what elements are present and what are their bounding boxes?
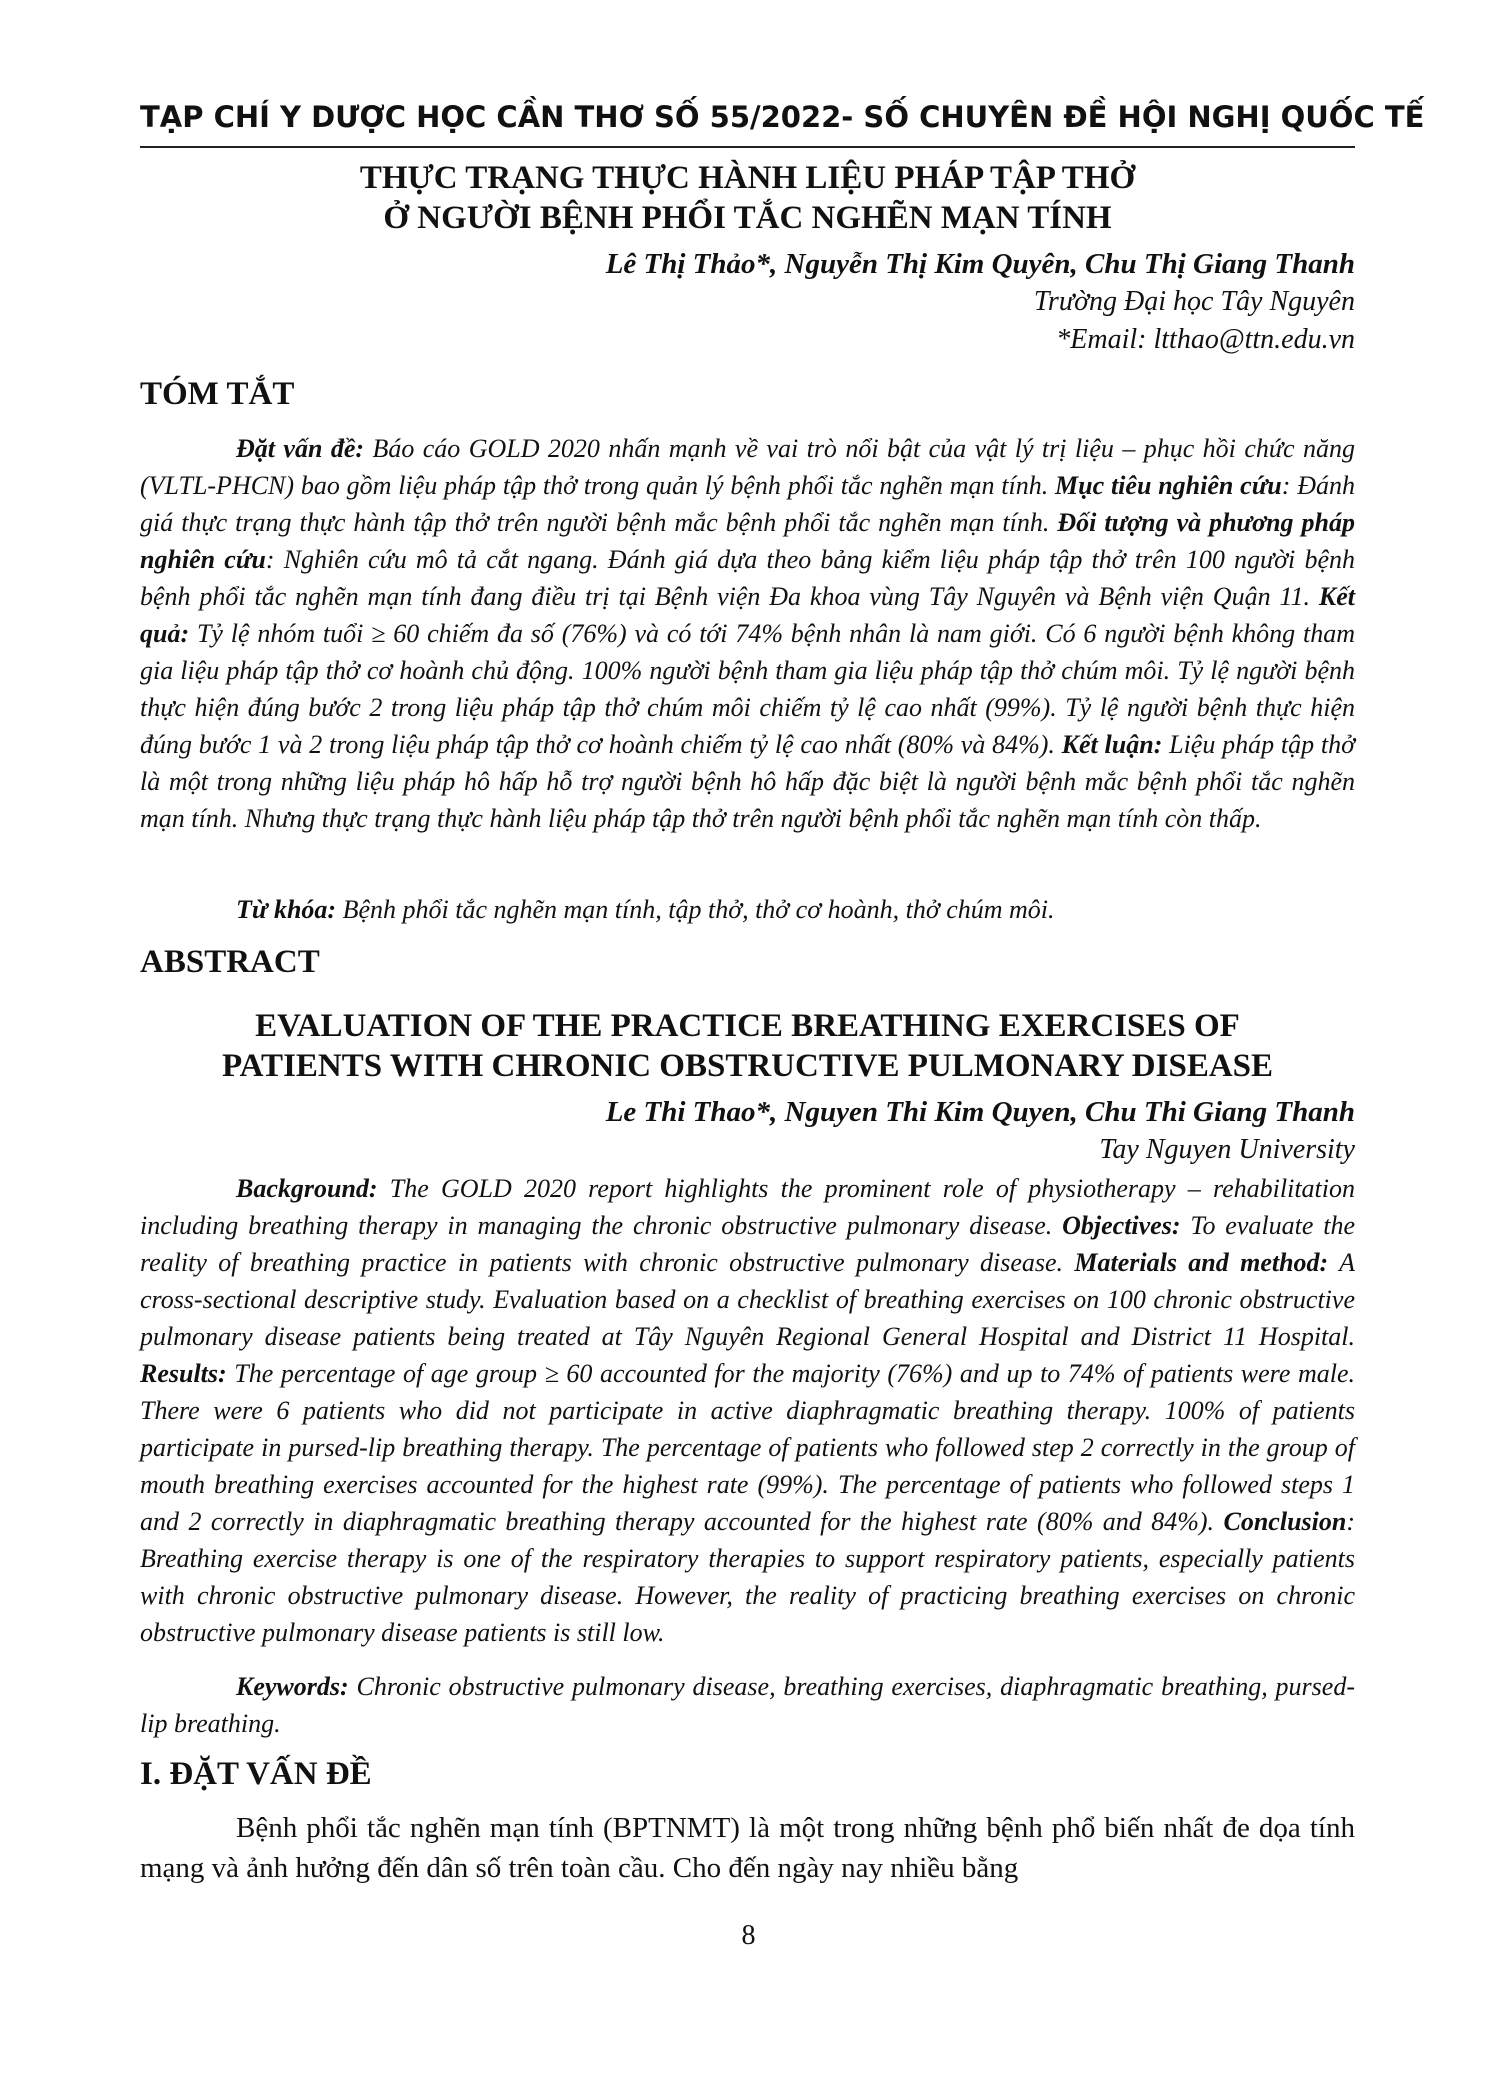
vi-abstract-heading: TÓM TẮT bbox=[140, 376, 295, 412]
en-title bbox=[140, 1006, 1355, 1086]
vi-methods-label: Đối tượng và phương pháp nghiên cứu bbox=[140, 508, 1355, 574]
vi-title-line-1: THỰC TRẠNG THỰC HÀNH LIỆU PHÁP TẬP THỞ bbox=[359, 160, 1136, 196]
en-objectives-label: Objectives: bbox=[1062, 1211, 1181, 1240]
vi-keywords bbox=[140, 891, 1355, 928]
vi-title-line-2: Ở NGƯỜI BỆNH PHỔI TẮC NGHẼN MẠN TÍNH bbox=[383, 200, 1112, 236]
vi-objectives-label: Mục tiêu nghiên cứu bbox=[1055, 471, 1282, 500]
vi-objectives-text: : Đánh giá thực trạng thực hành tập thở trên người bệnh mắc bệnh phổi tắc nghẽn mạn tính. bbox=[140, 471, 1355, 537]
en-results-label: Results: bbox=[140, 1359, 227, 1388]
en-title-line-2: PATIENTS WITH CHRONIC OBSTRUCTIVE PULMONARY DISEASE bbox=[221, 1048, 1274, 1084]
en-results-text: The percentage of age group ≥ 60 accounted for the majority (76%) and up to 74% of patients were male. There were 6 patients who did not participate in active diaphragmatic breathing therapy. 100% of patients participate in pursed-lip breathing therapy. The percentage of patients who followed step 2 correctly in the group of mouth breathing exercises accounted for the highest rate (99%). The percentage of patients who followed steps 1 and 2 correctly in diaphragmatic breathing therapy accounted for the highest rate (80% and 84%). bbox=[140, 1359, 1355, 1536]
en-title-line-1: EVALUATION OF THE PRACTICE BREATHING EXERCISES OF bbox=[255, 1008, 1240, 1044]
en-background-label: Background: bbox=[236, 1174, 378, 1203]
en-background-text: The GOLD 2020 report highlights the prominent role of physiotherapy – rehabilitation including breathing therapy in managing the chronic obstructive pulmonary disease. bbox=[140, 1174, 1355, 1240]
vi-results-label: Kết quả: bbox=[140, 582, 1355, 648]
en-objectives-text: To evaluate the reality of breathing practice in patients with chronic obstructive pulmonary disease. bbox=[140, 1211, 1356, 1277]
section-1-heading: I. ĐẶT VẤN ĐỀ bbox=[140, 1756, 372, 1792]
corresponding-email: *Email: ltthao@ttn.edu.vn bbox=[1056, 324, 1355, 355]
vi-authors: Lê Thị Thảo*, Nguyễn Thị Kim Quyên, Chu Thị Giang Thanh bbox=[605, 248, 1355, 280]
header-rule bbox=[140, 146, 1355, 148]
en-authors: Le Thi Thao*, Nguyen Thi Kim Quyen, Chu Thi Giang Thanh bbox=[605, 1096, 1355, 1128]
en-conclusion-label: Conclusion bbox=[1223, 1507, 1347, 1536]
page-number: 8 bbox=[741, 1920, 756, 1951]
vi-conclusion-label: Kết luận: bbox=[1061, 730, 1163, 759]
en-conclusion-text: : Breathing exercise therapy is one of the respiratory therapies to support respiratory patients, especially patients with chronic obstructive pulmonary disease. However, the reality of practicing breathing exercises on chronic obstructive pulmonary disease patients is still low. bbox=[140, 1507, 1355, 1647]
vi-title bbox=[140, 158, 1355, 238]
en-methods-text: A cross-sectional descriptive study. Evaluation based on a checklist of breathing exercises on 100 chronic obstructive pulmonary disease patients being treated at Tây Nguyên Regional General Hospital and District 11 Hospital. bbox=[140, 1248, 1355, 1351]
en-affiliation: Tay Nguyen University bbox=[1099, 1134, 1355, 1165]
en-abstract-paragraph bbox=[140, 1170, 1355, 1651]
en-keywords-label: Keywords: bbox=[236, 1672, 349, 1701]
vi-background-label: Đặt vấn đề: bbox=[236, 434, 365, 463]
vi-conclusion-text: Liệu pháp tập thở là một trong những liệu pháp hô hấp hỗ trợ người bệnh hô hấp đặc biệt là người bệnh mắc bệnh phổi tắc nghẽn mạn tính. Nhưng thực trạng thực hành liệu pháp tập thở trên người bệnh phổi tắc nghẽn mạn tính còn thấp. bbox=[140, 730, 1355, 833]
vi-results-text: Tỷ lệ nhóm tuổi ≥ 60 chiếm đa số (76%) và có tới 74% bệnh nhân là nam giới. Có 6 người bệnh không tham gia liệu pháp tập thở cơ hoành chủ động. 100% người bệnh tham gia liệu pháp tập thở chúm môi. Tỷ lệ người bệnh thực hiện đúng bước 2 trong liệu pháp tập thở chúm môi chiếm tỷ lệ cao nhất (99%). Tỷ lệ người bệnh thực hiện đúng bước 1 và 2 trong liệu pháp tập thở cơ hoành chiếm tỷ lệ cao nhất (80% và 84%). bbox=[140, 619, 1355, 759]
vi-background-text: Báo cáo GOLD 2020 nhấn mạnh về vai trò nổi bật của vật lý trị liệu – phục hồi chức năng (VLTL-PHCN) bao gồm liệu pháp tập thở trong quản lý bệnh phổi tắc nghẽn mạn tính. bbox=[140, 434, 1355, 500]
vi-keywords-text: Bệnh phổi tắc nghẽn mạn tính, tập thở, thở cơ hoành, thở chúm môi. bbox=[336, 895, 1055, 924]
vi-methods-text: : Nghiên cứu mô tả cắt ngang. Đánh giá dựa theo bảng kiểm liệu pháp tập thở trên 100 người bệnh bệnh phổi tắc nghẽn mạn tính đang điều trị tại Bệnh viện Đa khoa vùng Tây Nguyên và Bệnh viện Quận 11. bbox=[140, 545, 1355, 611]
en-abstract-heading: ABSTRACT bbox=[140, 944, 320, 980]
en-methods-label: Materials and method: bbox=[1074, 1248, 1329, 1277]
vi-keywords-label: Từ khóa: bbox=[236, 895, 337, 924]
running-header: TẠP CHÍ Y DƯỢC HỌC CẦN THƠ SỐ 55/2022- SỐ CHUYÊN ĐỀ HỘI NGHỊ QUỐC TẾ bbox=[140, 100, 1425, 134]
section-1-paragraph: Bệnh phổi tắc nghẽn mạn tính (BPTNMT) là một trong những bệnh phổ biến nhất đe dọa tính mạng và ảnh hưởng đến dân số trên toàn cầu. Cho đến ngày nay nhiều bằng bbox=[140, 1812, 1355, 1884]
vi-abstract-paragraph bbox=[140, 430, 1355, 837]
en-keywords bbox=[140, 1668, 1355, 1742]
vi-affiliation: Trường Đại học Tây Nguyên bbox=[1033, 286, 1355, 317]
en-keywords-text: Chronic obstructive pulmonary disease, breathing exercises, diaphragmatic breathing, pursed-lip breathing. bbox=[140, 1672, 1355, 1738]
